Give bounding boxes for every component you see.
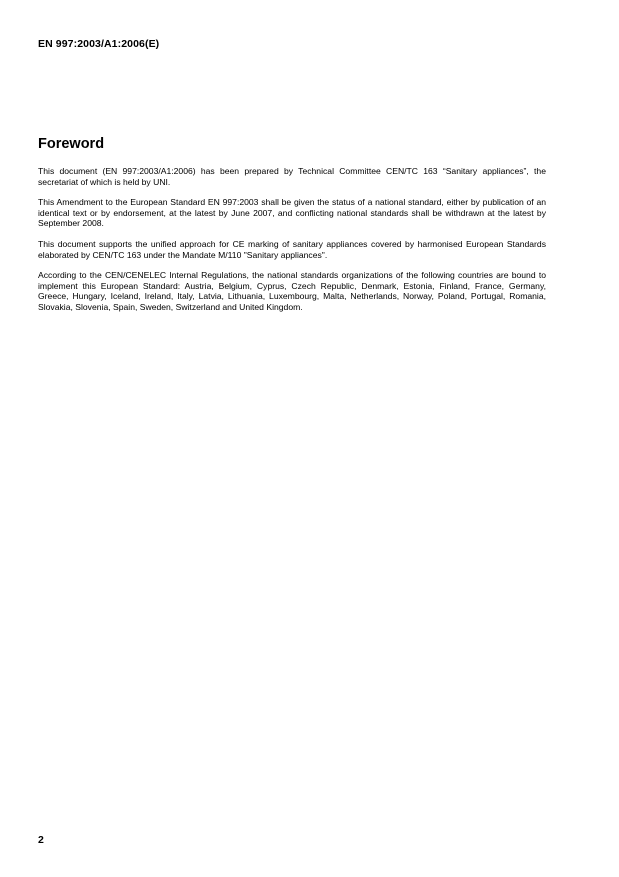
page-number: 2	[38, 834, 44, 846]
foreword-title: Foreword	[38, 136, 105, 152]
foreword-body	[38, 166, 546, 323]
document-id-header: EN 997:2003/A1:2006(E)	[38, 38, 160, 50]
paragraph-countries: According to the CEN/CENELEC Internal Regulations, the national standards organizations of the following countries are bound to implement this European Standard: Austria, Belgium, Cyprus, Czech Republic, Denmark, Estonia, Finland, France, Germany, Greece, Hungary, Iceland, Ireland, Italy, Latvia, Lithuania, Luxembourg, Malta, Netherlands, Norway, Poland, Portugal, Romania, Slovakia, Slovenia, Spain, Sweden, Switzerland and United Kingdom.	[38, 270, 546, 312]
paragraph-preparation: This document (EN 997:2003/A1:2006) has been prepared by Technical Committee CEN/TC 163 “Sanitary appliances”, the secretariat of which is held by UNI.	[38, 166, 546, 187]
paragraph-status: This Amendment to the European Standard EN 997:2003 shall be given the status of a national standard, either by publication of an identical text or by endorsement, at the latest by June 2007, and conflicting national standards shall be withdrawn at the latest by September 2008.	[38, 197, 546, 229]
paragraph-ce-marking: This document supports the unified approach for CE marking of sanitary appliances covered by harmonised European Standards elaborated by CEN/TC 163 under the Mandate M/110 "Sanitary appliances".	[38, 238, 546, 260]
